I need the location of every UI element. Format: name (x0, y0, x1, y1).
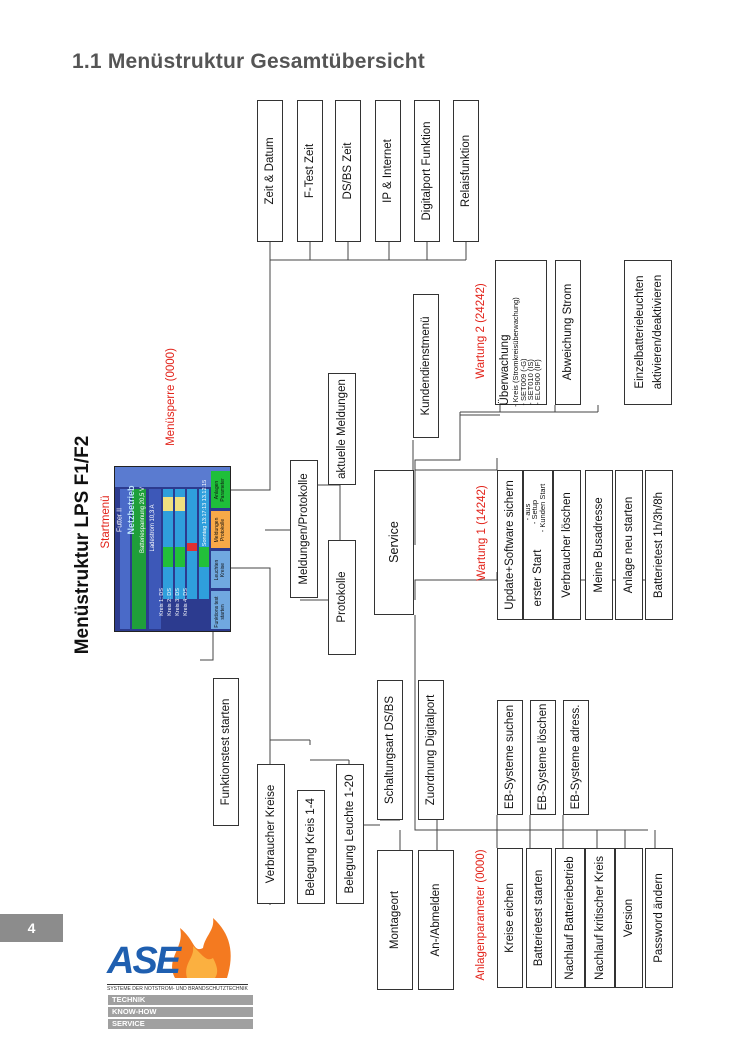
page-title: 1.1 Menüstruktur Gesamtübersicht (72, 50, 425, 73)
label-schaltungsart: Schaltungsart DS/BS (384, 695, 396, 805)
label-kundendienstmenu: Kundendienstmenü (420, 316, 432, 416)
label-verbraucher-loeschen: Verbraucher löschen (561, 492, 573, 598)
erster-start-line-1: - aus (523, 503, 532, 521)
erster-start-line-3: - Kunden Start (538, 483, 547, 533)
screen-kreis-3: Kreis 3: DS (175, 588, 181, 616)
ueberwachung-line-3: - SET010 (IS) (526, 359, 535, 405)
screen-button-funktionstest[interactable]: Funktions test starten (214, 596, 226, 628)
label-password-aendern: Password ändern (653, 873, 665, 963)
logo-strip-service: SERVICE (108, 1019, 253, 1029)
page-number: 4 (0, 914, 63, 942)
anlagen-label: Anlagenparameter (0000) (475, 849, 487, 981)
label-update-software: Update+Software sichern (504, 480, 516, 610)
label-ueberwachung: Überwachung (499, 334, 511, 406)
label-funktionstest-starten: Funktionstest starten (220, 698, 232, 806)
label-einzel-line2: aktivieren/deaktivieren (652, 274, 664, 390)
label-einzel-line1: Einzelbatterieleuchten (634, 275, 646, 389)
screen-datetime: Sonntag 13:17:13 13.12.15 (202, 479, 208, 547)
label-relaisfunktion: Relaisfunktion (460, 134, 472, 208)
label-belegung-leuchte: Belegung Leuchte 1-20 (344, 774, 356, 894)
label-erster-start: erster Start (532, 549, 544, 607)
label-batterietest: Batterietest 1h/3h/8h (653, 491, 665, 599)
label-nachlauf-kritischer-kreis: Nachlauf kritischer Kreis (594, 856, 606, 980)
label-verbraucher-kreise: Verbraucher Kreise (265, 784, 277, 884)
label-abweichung-strom: Abweichung Strom (562, 283, 574, 381)
screen-device: Futter II (116, 507, 124, 533)
screen-kreis-2: Kreis 2: DS (167, 588, 173, 616)
wartung1-label: Wartung 1 (14242) (476, 485, 488, 581)
startmenu-label: Startmenü (100, 495, 112, 549)
screen-battery: Batteriespannung 20,5 V (140, 486, 146, 554)
label-montageort: Montageort (389, 890, 401, 950)
label-f-test-zeit: F-Test Zeit (304, 143, 316, 199)
label-service: Service (387, 521, 401, 563)
label-belegung-kreis: Belegung Kreis 1-4 (305, 798, 317, 896)
screen-mode: Netzbetrieb (126, 485, 136, 535)
logo-brand: ASE (107, 940, 180, 982)
label-eb-loeschen: EB-Systeme löschen (537, 703, 549, 811)
box-einzelbatterieleuchten[interactable] (624, 260, 672, 405)
screen-kreis-4: Kreis 4: DS (183, 588, 189, 616)
label-aktuelle-meldungen: aktuelle Meldungen (336, 379, 348, 479)
logo-strip-technik: TECHNIK (108, 995, 253, 1005)
label-anlage-neu-starten: Anlage neu starten (623, 496, 635, 594)
label-eb-suchen: EB-Systeme suchen (504, 704, 516, 810)
label-eb-adress: EB-Systeme adress. (570, 704, 582, 810)
label-batterietest-starten: Batterietest starten (533, 869, 545, 967)
label-an-abmelden: An-/Abmelden (430, 883, 442, 957)
diagram-heading: Menüstruktur LPS F1/F2 (72, 435, 93, 655)
flame-icon (165, 918, 305, 980)
ueberwachung-line-4: - ELC900 (IF) (533, 359, 542, 405)
screen-current: Ladestrom 10,3 A (150, 504, 156, 552)
ueberwachung-line-2: - SET009 (-G) (519, 358, 528, 406)
screen-button-meldungen[interactable]: Meldungen Protokolle (214, 517, 226, 543)
logo-strip-know-how: KNOW-HOW (108, 1007, 253, 1017)
label-version: Version (623, 898, 635, 938)
label-kreise-eichen: Kreise eichen (504, 883, 516, 953)
label-nachlauf-batteriebetrieb: Nachlauf Batteriebetrieb (564, 856, 576, 980)
menusperre-label: Menüsperre (0000) (165, 348, 177, 446)
screen-button-leuchten[interactable]: Leuchten Kreise (214, 559, 226, 581)
erster-start-line-2: - Setup (530, 499, 539, 525)
screen-kreis-1: Kreis 1: DS (159, 588, 165, 616)
label-ip-internet: IP & Internet (382, 139, 394, 203)
label-zeit-datum: Zeit & Datum (264, 137, 276, 205)
label-digitalport-funktion: Digitalport Funktion (421, 121, 433, 221)
label-meldungen-protokolle: Meldungen/Protokolle (298, 473, 310, 585)
screen-button-anlagen[interactable]: Anlagen Parameter (214, 478, 226, 502)
wartung2-label: Wartung 2 (24242) (475, 283, 487, 379)
ueberwachung-line-1: - Kreis (Stromkreisüberwachung) (511, 297, 520, 407)
logo-tagline: SYSTEME DER NOTSTROM- UND BRANDSCHUTZTECHNIK (107, 986, 248, 992)
label-protokolle: Protokolle (336, 571, 348, 623)
label-ds-bs-zeit: DS/BS Zeit (342, 142, 354, 200)
label-zuordnung-digitalport: Zuordnung Digitalport (425, 694, 437, 806)
label-meine-busadresse: Meine Busadresse (593, 497, 605, 593)
